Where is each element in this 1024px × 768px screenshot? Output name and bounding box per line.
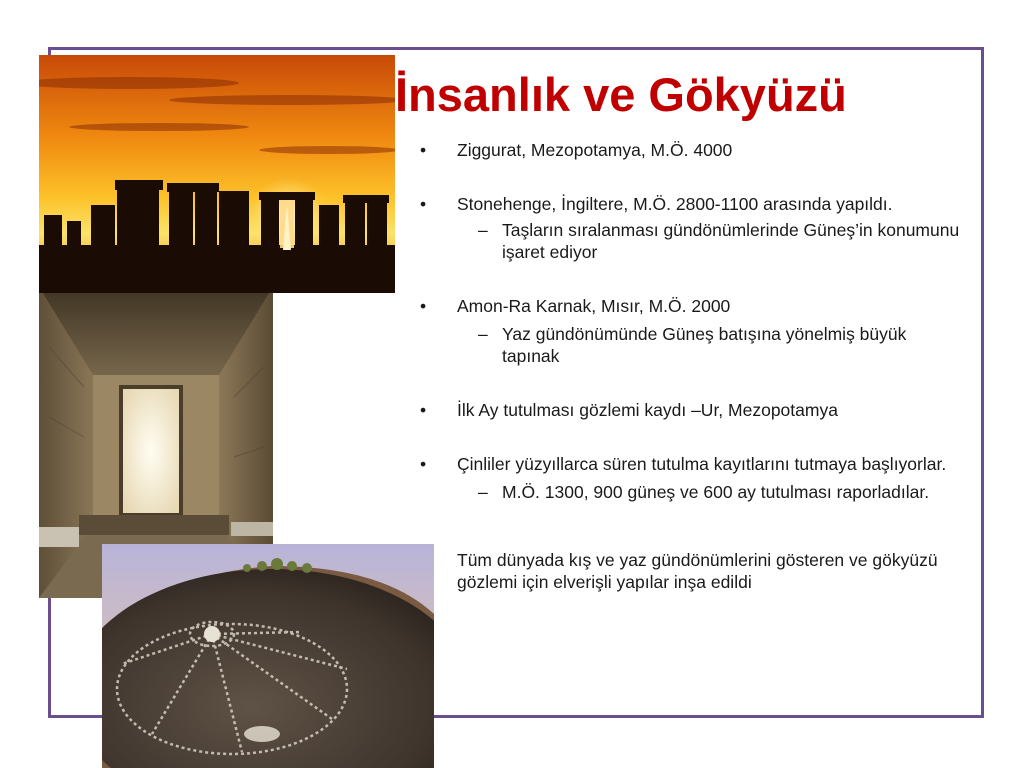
- sub-bullet-stonehenge: – Taşların sıralanması gündönümlerinde Güneş’in konumunu işaret ediyor: [420, 219, 960, 263]
- stonehenge-sunset-photo: [39, 55, 395, 293]
- bullet-karnak: • Amon-Ra Karnak, Mısır, M.Ö. 2000: [420, 295, 960, 317]
- sub-bullet-chinese-records: – M.Ö. 1300, 900 güneş ve 600 ay tutulması raporladılar.: [420, 481, 960, 503]
- slide-content: [420, 139, 960, 593]
- stone-circle-fisheye-photo: [102, 544, 434, 768]
- bullet-stonehenge: • Stonehenge, İngiltere, M.Ö. 2800-1100 arasında yapıldı.: [420, 193, 960, 215]
- bullet-moon-eclipse: • İlk Ay tutulması gözlemi kaydı –Ur, Mezopotamya: [420, 399, 960, 421]
- slide-title: İnsanlık ve Gökyüzü: [395, 68, 847, 121]
- bullet-ziggurat: • Ziggurat, Mezopotamya, M.Ö. 4000: [420, 139, 960, 161]
- closing-paragraph: Tüm dünyada kış ve yaz gündönümlerini gösteren ve gökyüzü gözlemi için elverişli yapılar inşa edildi: [457, 550, 938, 592]
- sub-bullet-karnak: – Yaz gündönümünde Güneş batışına yönelmiş büyük tapınak: [420, 323, 960, 367]
- bullet-chinese-records: • Çinliler yüzyıllarca süren tutulma kayıtlarını tutmaya başlıyorlar.: [420, 453, 960, 475]
